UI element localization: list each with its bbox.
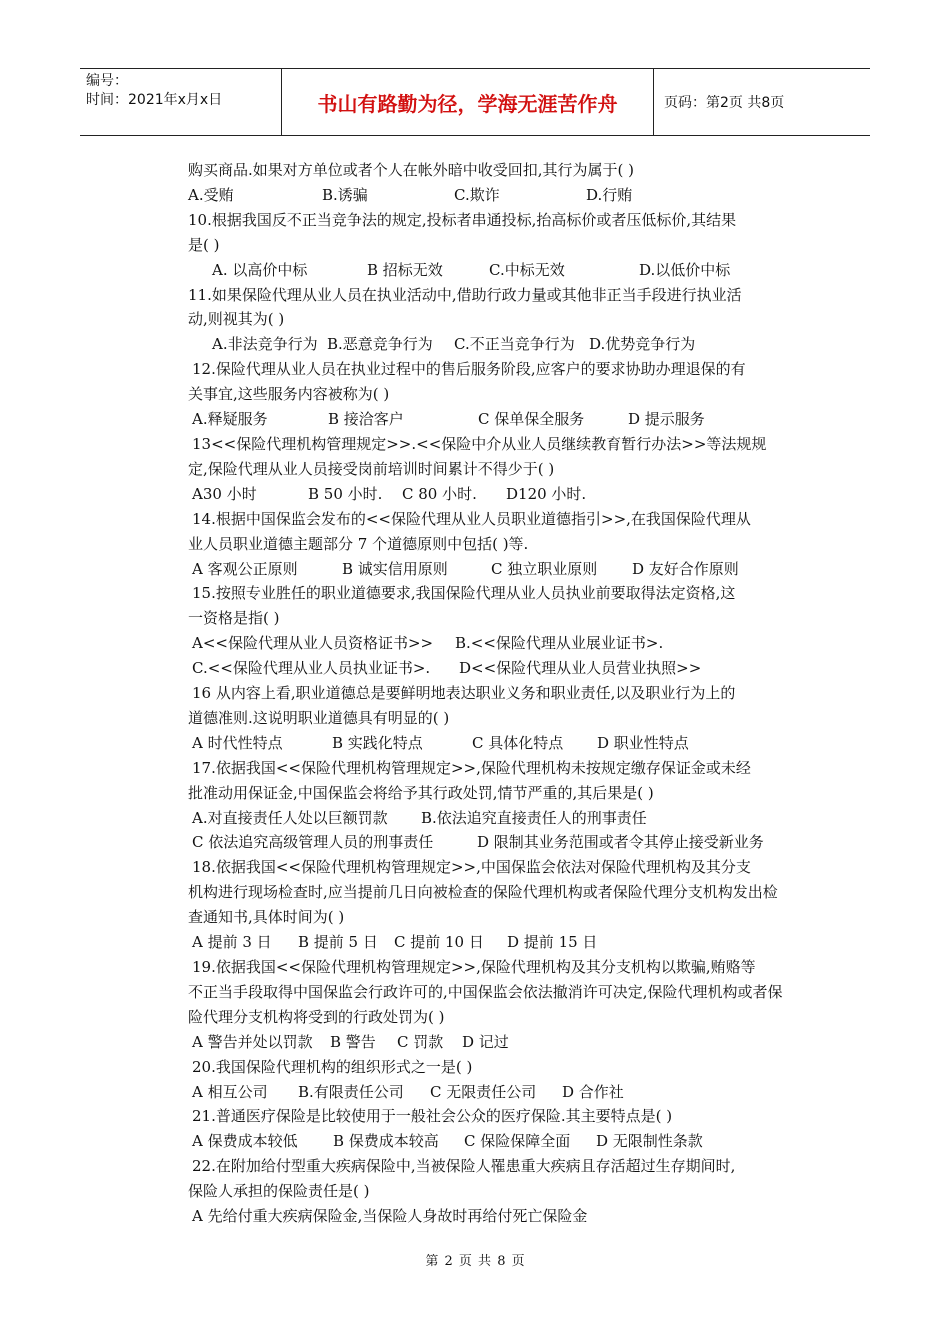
question-12: 12.保险代理从业人员在执业过程中的售后服务阶段,应客户的要求协助办理退保的有 (192, 360, 746, 379)
question-19: 19.依据我国<<保险代理机构管理规定>>,保险代理机构及其分支机构以欺骗,贿赂等 (192, 958, 756, 976)
options-line (172, 1030, 810, 1055)
text-line: 关事宜,这些服务内容被称为( ) (188, 385, 390, 404)
question-20: 20.我国保险代理机构的组织形式之一是( ) (192, 1057, 473, 1076)
document-number: 编号： (86, 73, 128, 89)
question-17: 17.依据我国<<保险代理机构管理规定>>,保险代理机构未按规定缴存保证金或未经 (192, 758, 751, 777)
option-a: A 时代性特点 (192, 733, 283, 752)
option-a: A 警告并处以罚款 (192, 1032, 313, 1051)
option-a: A.非法竞争行为 (212, 335, 318, 354)
question-14: 14.根据中国保监会发布的<<保险代理从业人员职业道德指引>>,在我国保险代理从 (192, 509, 751, 528)
text-line: 不正当手段取得中国保监会行政许可的,中国保监会依法撤消许可决定,保险代理机构或者保 (188, 982, 783, 1001)
header-motto: 书山有路勤为径，学海无涯苦作舟 (282, 69, 654, 135)
option-a: A 保费成本较低 (192, 1132, 298, 1151)
option-a: A<<保险代理从业人员资格证书>> (192, 634, 434, 653)
option-b: B 保费成本较高 (333, 1132, 439, 1151)
text-line: 一资格是指( ) (188, 609, 280, 628)
option-c: C 80 小时. (402, 484, 477, 503)
option-d: D.行贿 (586, 185, 633, 204)
option-b: B 提前 5 日 (298, 933, 378, 952)
option-a: A 先给付重大疾病保险金,当保险人身故时再给付死亡保险金 (192, 1207, 588, 1226)
option-a: A.受贿 (188, 185, 234, 204)
text-line: 定,保险代理从业人员接受岗前培训时间累计不得少于( ) (188, 459, 555, 478)
option-d: D 友好合作原则 (632, 559, 739, 578)
text-line: 动,则视其为( ) (188, 310, 285, 329)
options-line (172, 557, 810, 582)
options-line (172, 930, 810, 955)
options-line (172, 656, 810, 681)
question-21: 21.普通医疗保险是比较使用于一般社会公众的医疗保险.其主要特点是( ) (192, 1107, 673, 1126)
option-a: A 提前 3 日 (192, 933, 272, 952)
text-line: 查通知书,具体时间为( ) (188, 908, 345, 927)
option-d: D.优势竞争行为 (589, 335, 696, 354)
options-line (172, 1129, 810, 1154)
options-line (172, 482, 810, 507)
option-b: B 诚实信用原则 (342, 559, 448, 578)
options-line (172, 1080, 810, 1105)
option-d: D<<保险代理从业人员营业执照>> (459, 659, 702, 678)
header-meta (80, 69, 282, 135)
option-b: B 招标无效 (367, 260, 443, 279)
question-13: 13<<保险代理机构管理规定>>.<<保险中介从业人员继续教育暂行办法>>等法规规 (192, 434, 767, 453)
text-line: 是( ) (188, 235, 220, 254)
option-c: C 保单保全服务 (478, 410, 585, 429)
option-b: B.<<保险代理从业展业证书>. (455, 634, 664, 653)
option-d: D 记过 (462, 1032, 509, 1051)
option-a: A. 以高价中标 (212, 260, 308, 279)
text-line: 业人员职业道德主题部分 7 个道德原则中包括( )等. (188, 534, 529, 553)
question-22: 22.在附加给付型重大疾病保险中,当被保险人罹患重大疾病且存活超过生存期间时, (192, 1157, 736, 1176)
option-b: B 50 小时. (308, 484, 383, 503)
option-d: D 提前 15 日 (507, 933, 598, 952)
document-body (172, 158, 810, 1229)
page-footer: 第 2 页 共 8 页 (425, 1254, 525, 1269)
option-c: C.中标无效 (489, 260, 565, 279)
option-c: C 具体化特点 (472, 733, 564, 752)
option-c: C 提前 10 日 (394, 933, 484, 952)
document-date: 时间：2021年x月x日 (86, 92, 223, 108)
text-line: 机构进行现场检查时,应当提前几日向被检查的保险代理机构或者保险代理分支机构发出检 (188, 883, 778, 902)
option-b: B 接洽客户 (328, 410, 404, 429)
option-d: D 职业性特点 (597, 733, 689, 752)
option-c: C 罚款 (397, 1032, 444, 1051)
options-line (172, 407, 810, 432)
option-c: C 无限责任公司 (430, 1082, 537, 1101)
option-a: A 相互公司 (192, 1082, 268, 1101)
text-line: 保险人承担的保险责任是( ) (188, 1182, 370, 1201)
option-c: C.<<保险代理从业人员执业证书>. (192, 659, 431, 678)
option-a: A.对直接责任人处以巨额罚款 (192, 808, 388, 827)
question-16: 16 从内容上看,职业道德总是要鲜明地表达职业义务和职业责任,以及职业行为上的 (192, 684, 736, 703)
option-b: B 警告 (330, 1032, 376, 1051)
option-b: B.诱骗 (322, 185, 368, 204)
options-line (172, 183, 810, 208)
options-line (172, 806, 810, 831)
option-d: D 无限制性条款 (596, 1132, 703, 1151)
question-11: 11.如果保险代理从业人员在执业活动中,借助行政力量或其他非正当手段进行执业活 (188, 285, 742, 304)
option-d: D.以低价中标 (639, 260, 731, 279)
option-a: A.释疑服务 (192, 410, 268, 429)
question-15: 15.按照专业胜任的职业道德要求,我国保险代理从业人员执业前要取得法定资格,这 (192, 584, 736, 603)
question-10: 10.根据我国反不正当竞争法的规定,投标者串通投标,抬高标价或者压低标价,其结果 (188, 210, 737, 229)
options-line (172, 830, 810, 855)
text-line: 险代理分支机构将受到的行政处罚为( ) (188, 1007, 445, 1026)
option-d: D 合作社 (562, 1082, 624, 1101)
option-b: B.依法追究直接责任人的刑事责任 (421, 808, 647, 827)
option-d: D120 小时. (506, 484, 587, 503)
option-b: B.恶意竞争行为 (327, 335, 433, 354)
page-header (80, 68, 870, 136)
option-c: C 依法追究高级管理人员的刑事责任 (192, 833, 434, 852)
option-d: D 提示服务 (628, 410, 705, 429)
option-c: C 独立职业原则 (491, 559, 598, 578)
option-b: B.有限责任公司 (298, 1082, 404, 1101)
text-line: 购买商品.如果对方单位或者个人在帐外暗中收受回扣,其行为属于( ) (188, 161, 635, 179)
options-line (172, 731, 810, 756)
option-c: C 保险保障全面 (464, 1132, 571, 1151)
option-a: A 客观公正原则 (192, 559, 298, 578)
text-line: 道德准则.这说明职业道德具有明显的( ) (188, 708, 450, 727)
options-line (172, 631, 810, 656)
question-18: 18.依据我国<<保险代理机构管理规定>>,中国保监会依法对保险代理机构及其分支 (192, 858, 751, 877)
option-a: A30 小时 (192, 484, 257, 503)
option-d: D 限制其业务范围或者令其停止接受新业务 (477, 833, 764, 852)
options-line (172, 258, 810, 283)
options-line (172, 332, 810, 357)
option-b: B 实践化特点 (332, 733, 423, 752)
header-page-info: 页码：第2页 共8页 (664, 95, 785, 111)
option-c: C.欺诈 (454, 185, 500, 204)
text-line: 批准动用保证金,中国保监会将给予其行政处罚,情节严重的,其后果是( ) (188, 783, 654, 802)
option-c: C.不正当竞争行为 (454, 335, 575, 354)
